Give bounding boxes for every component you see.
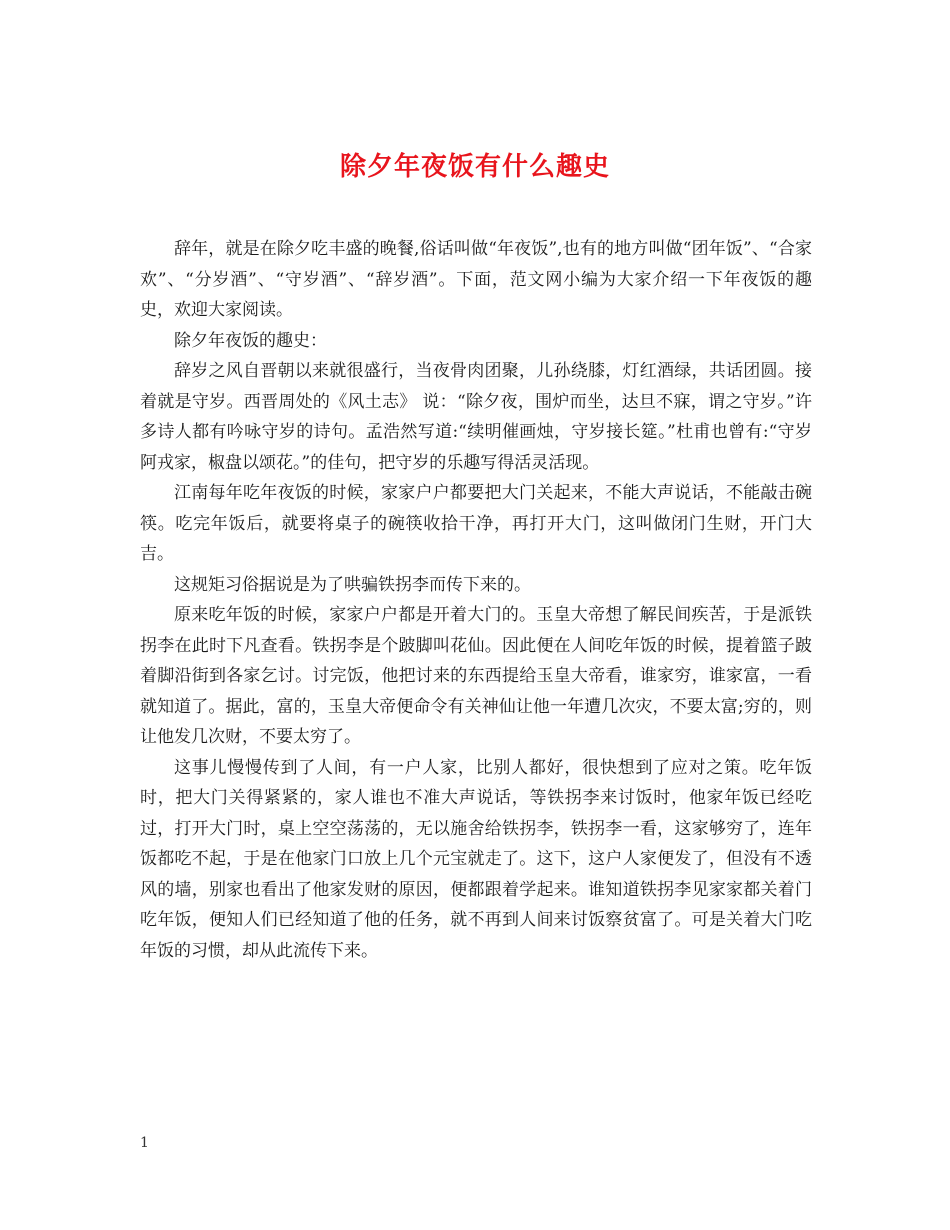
- document-body: [140, 234, 812, 966]
- paragraph-legend-ending: 这事儿慢慢传到了人间，有一户人家，比别人都好，很快想到了应对之策。吃年饭时，把大门关得紧紧的，家人谁也不准大声说话，等铁拐李来讨饭时，他家年饭已经吃过，打开大门时，桌上空空荡荡的，无以施舍给铁拐李，铁拐李一看，这家够穷了，连年饭都吃不起，于是在他家门口放上几个元宝就走了。这下，这户人家便发了，但没有不透风的墙，别家也看出了他家发财的原因，便都跟着学起来。谁知道铁拐李见家家都关着门吃年饭，便知人们已经知道了他的任务，就不再到人间来讨饭察贫富了。可是关着大门吃年饭的习惯，却从此流传下来。: [140, 757, 812, 961]
- document-title: 除夕年夜饭有什么趣史: [339, 152, 610, 183]
- paragraph-intro: 辞年，就是在除夕吃丰盛的晚餐,俗话叫做“年夜饭”,也有的地方叫做“团年饭”、“合家欢”、“分岁酒”、“守岁酒”、“辞岁酒”。下面，范文网小编为大家介绍一下年夜饭的趣史，欢迎大家阅读。: [140, 239, 812, 320]
- paragraph-legend-origin: 原来吃年饭的时候，家家户户都是开着大门的。玉皇大帝想了解民间疾苦，于是派铁拐李在此时下凡查看。铁拐李是个跛脚叫花仙。因此便在人间吃年饭的时候，提着篮子跛着脚沿街到各家乞讨。讨完饭，他把讨来的东西提给玉皇大帝看，谁家穷，谁家富，一看就知道了。据此，富的，玉皇大帝便命令有关神仙让他一年遭几次灾，不要太富;穷的，则让他发几次财，不要太穷了。: [140, 605, 812, 747]
- paragraph-history: 辞岁之风自晋朝以来就很盛行，当夜骨肉团聚，儿孙绕膝，灯红酒绿，共话团圆。接着就是守岁。西晋周处的《风土志》 说：“除夕夜，围炉而坐，达旦不寐，谓之守岁。”许多诗人都有吟咏守岁的诗句。孟浩然写道:“续明催画烛，守岁接长筵。”杜甫也曾有:“守岁阿戎家，椒盘以颂花。”的佳句，把守岁的乐趣写得活灵活现。: [140, 361, 812, 473]
- paragraph-jiangnan-custom: 江南每年吃年夜饭的时候，家家户户都要把大门关起来，不能大声说话，不能敲击碗筷。吃完年饭后，就要将桌子的碗筷收拾干净，再打开大门，这叫做闭门生财，开门大吉。: [140, 483, 812, 564]
- paragraph-subheading: 除夕年夜饭的趣史：: [174, 330, 327, 351]
- page-number: 1: [140, 1135, 149, 1151]
- paragraph-legend-intro: 这规矩习俗据说是为了哄骗铁拐李而传下来的。: [174, 574, 531, 595]
